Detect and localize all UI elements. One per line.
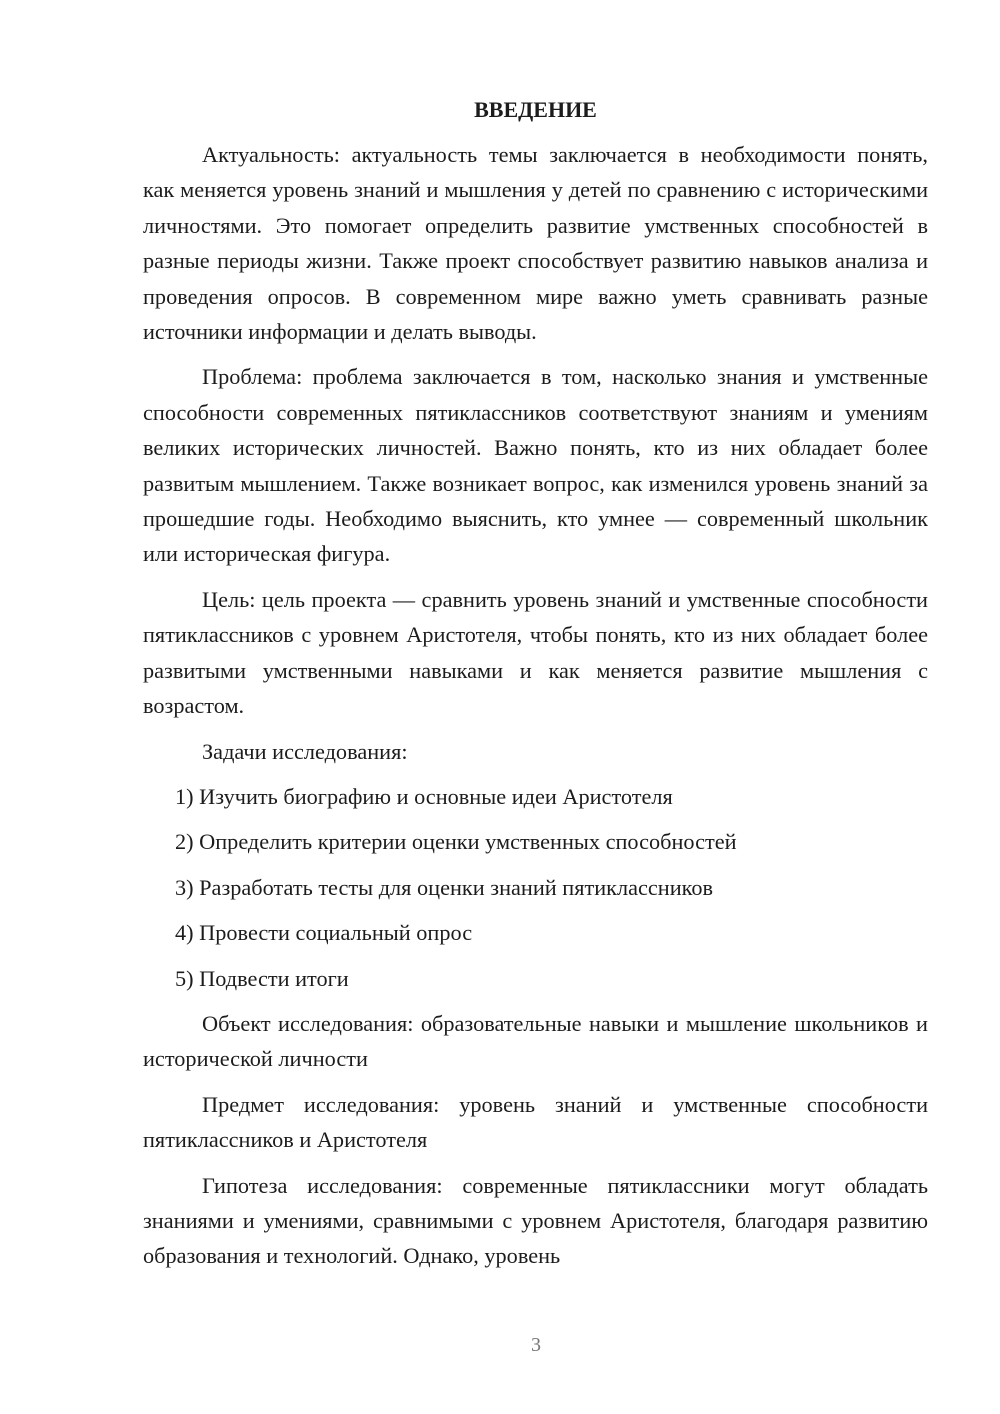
paragraph-object: Объект исследования: образовательные навыки и мышление школьников и исторической личности — [143, 1010, 928, 1072]
tasks-heading: Задачи исследования: — [202, 738, 408, 764]
task-item: 1) Изучить биографию и основные идеи Аристотеля — [175, 783, 673, 809]
paragraph-subject: Предмет исследования: уровень знаний и умственные способности пятиклассников и Аристотеля — [143, 1091, 928, 1153]
paragraph-hypothesis: Гипотеза исследования: современные пятиклассники могут обладать знаниями и умениями, сравнимыми с уровнем Аристотеля, благодаря развитию образования и технологий. Однако, уровень — [143, 1172, 928, 1269]
tasks-list — [143, 779, 928, 996]
paragraph-goal: Цель: цель проекта — сравнить уровень знаний и умственные способности пятиклассников с уровнем Аристотеля, чтобы понять, кто из них обладает более развитыми умственными навыками и как меняется развитие мышления с возрастом. — [143, 586, 928, 719]
paragraph-relevance: Актуальность: актуальность темы заключается в необходимости понять, как меняется уровень знаний и мышления у детей по сравнению с историческими личностями. Это помогает определить развитие умственных способностей в разные периоды жизни. Также проект способствует развитию навыков анализа и проведения опросов. В современном мире важно уметь сравнивать разные источники информации и делать выводы. — [143, 142, 928, 345]
task-item: 4) Провести социальный опрос — [175, 920, 473, 946]
page-number: 3 — [531, 1334, 541, 1356]
page-content — [143, 95, 928, 1284]
task-item: 3) Разработать тесты для оценки знаний пятиклассников — [175, 874, 714, 900]
task-item: 2) Определить критерии оценки умственных способностей — [175, 829, 737, 855]
paragraph-problem: Проблема: проблема заключается в том, насколько знания и умственные способности современных пятиклассников соответствуют знаниям и умениям великих исторических личностей. Важно понять, кто из них обладает более развитым мышлением. Также возникает вопрос, как изменился уровень знаний за прошедшие годы. Необходимо выяснить, кто умнее — современный школьник или историческая фигура. — [143, 364, 928, 567]
task-item: 5) Подвести итоги — [175, 965, 349, 991]
page-title: ВВЕДЕНИЕ — [474, 97, 597, 122]
